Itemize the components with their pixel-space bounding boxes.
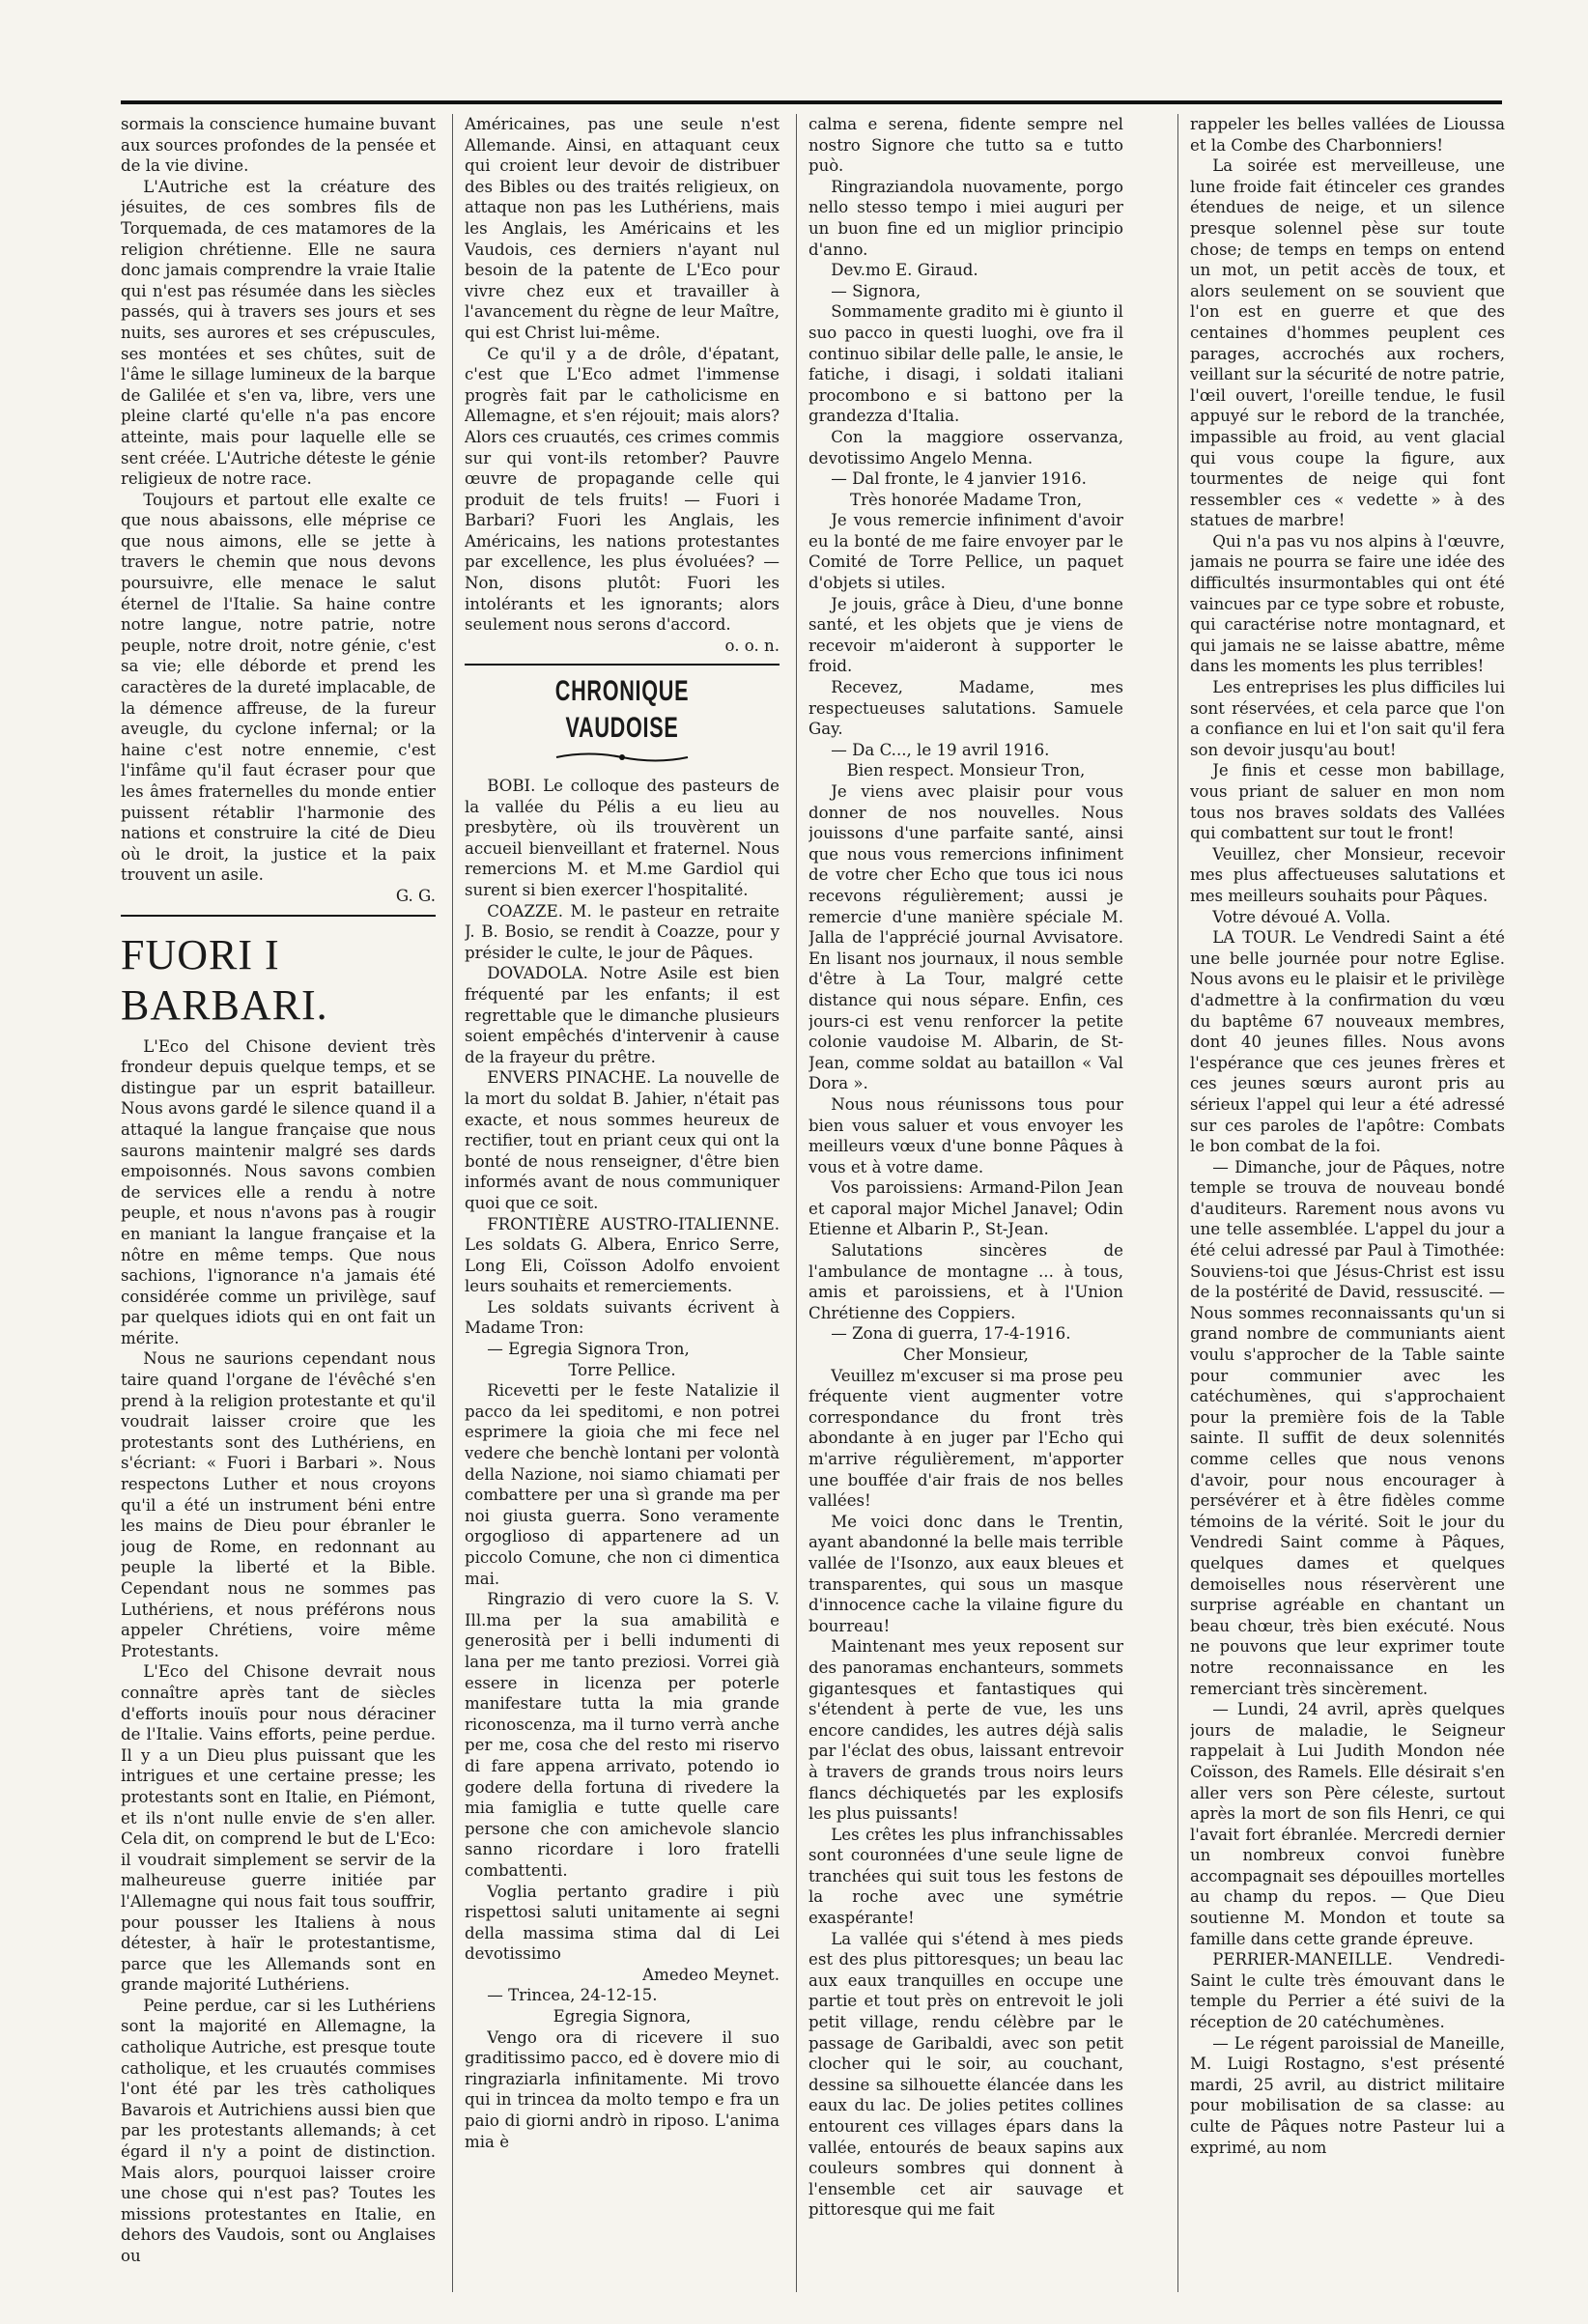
paragraph: Voglia pertanto gradire i più rispettosi saluti unitamente ai segni della massima stima dal di Lei devotissimo	[465, 1882, 780, 1964]
paragraph: Nous nous réunissons tous pour bien vous saluer et vous envoyer les meilleurs vœux d'une bonne Pâques à vous et à votre dame.	[808, 1094, 1123, 1176]
paragraph: Votre dévoué A. Volla.	[1212, 907, 1391, 926]
paragraph: La vallée qui s'étend à mes pieds est des plus pittoresques; un beau lac aux eaux tranquilles en occupe une partie et tout près on entrevoit le joli petit village, rendu célèbre par le passage de Garibaldi, avec son petit clocher qui le soir, au couchant, dessine sa silhouette élancée dans les eaux du lac. De jolies petites collines entourent ces villages épars dans la vallée, entourés de beaux sapins aux couleurs sombres qui donnent à l'ensemble cet air sauvage et pittoresque qui me fait	[808, 1929, 1123, 2220]
paragraph: Ce qu'il y a de drôle, d'épatant, c'est que L'Eco admet l'immense progrès fait par le catholicisme en Allemagne, et s'en réjouit; mais alors? Alors ces cruautés, ces crimes commis sur qui vont-ils retomber? Pauvre œuvre de propagande celle qui produit de tels fruits! — Fuori i Barbari? Fuori les Anglais, les Américains, les nations protestantes par excellence, les plus évoluées? — Non, disons plutôt: Fuori les intolérants et les ignorants; alors seulement nous serons d'accord.	[465, 344, 780, 635]
paragraph: Vos paroissiens: Armand-Pilon Jean et caporal major Michel Janavel; Odin Etienne et Albarin P., St-Jean.	[808, 1178, 1123, 1239]
paragraph: Peine perdue, car si les Luthériens sont la majorité en Allemagne, la catholique Autriche, est presque toute catholique, et les cruautés commises l'ont été par les très catholiques Bavarois et Autrichiens aussi bien que par les protestants allemands; à cet égard il n'y a point de distinction. Mais alors, pourquoi laisser croire une chose qui n'est pas? Toutes les missions protestantes en Italie, en dehors des Vaudois, sont ou Anglaises ou	[121, 1996, 436, 2265]
paragraph: rappeler les belles vallées de Lioussa et la Combe des Charbonniers!	[1190, 115, 1505, 155]
paragraph: Les soldats suivants écrivent à Madame Tron:	[465, 1297, 780, 1338]
paragraph: Américaines, pas une seule n'est Allemande. Ainsi, en attaquant ceux qui croient leur devoir de distribuer des Bibles ou des traités religieux, on attaque non pas les Luthériens, mais les Anglais, les Américains et les Vaudois, ces derniers n'ayant nul besoin de la patente de L'Eco pour vivre chez eux et travailler à l'avancement du règne de leur Maître, qui est Christ lui-même.	[465, 115, 780, 342]
paragraph: PERRIER-MANEILLE. Vendredi-Saint le culte très émouvant dans le temple du Perrier a été suivi de la réception de 20 catéchumènes.	[1190, 1950, 1505, 2032]
paragraph: L'Autriche est la créature des jésuites, de ces sombres fils de Torquemada, de ces matamores de la religion chrétienne. Elle ne saura donc jamais comprendre la vraie Italie qui n'est pas résumée dans les siècles passés, qui à travers ses jours et ses nuits, ses aurores et ses crépuscules, ses montées et ses chûtes, suit de l'âme le sillage lumineux de la barque de Galilée et s'en va, libre, vers une pleine clarté qu'elle n'a pas encore atteinte, mais pour laquelle elle se sent créée. L'Autriche déteste le génie religieux de notre race.	[121, 177, 436, 489]
signature: Amedeo Meynet.	[642, 1965, 780, 1984]
paragraph: — Trincea, 24-12-15.	[487, 1986, 658, 2005]
paragraph: L'Eco del Chisone devrait nous connaître après tant de siècles d'efforts inouïs pour nous déraciner de l'Italie. Vains efforts, peine perdue. Il y a un Dieu plus puissant que les intrigues et une certaine presse; les protestants sont en Italie, en Piémont, et ils n'ont nulle envie de s'en aller. Cela dit, on comprend le but de L'Eco: il voudrait simplement se servir de la malheureuse guerre initiée par l'Allemagne qui nous fait tous souffrir, pour pousser les Italiens à nous détester, à haïr le protestantisme, parce que les Allemands sont en grande majorité Luthériens.	[121, 1662, 436, 1995]
signature: G. G.	[395, 886, 436, 905]
paragraph: — Dimanche, jour de Pâques, notre temple se trouva de nouveau bondé d'auditeurs. Rarement nous avons vu une telle assemblée. L'appel du jour a été celui adressé par Paul à Timothée: Souviens-toi que Jésus-Christ est issu de la postérité de David, ressuscité. — Nous sommes reconnaissants qu'un si grand nombre de communiants aient voulu s'approcher de la Table sainte pour communier avec les catéchumènes, qui s'approchaient pour la première fois de la Table sainte. Il suffit de deux solennités comme celles que nous venons d'avoir, pour nous encourager à persévérer et à être fidèles comme témoins de la vérité. Soit le jour du Vendredi Saint comme à Pâques, quelques dames et quelques demoiselles nous réservèrent une surprise agréable en chantant un beau chœur, très bien exécuté. Nous ne pouvons que leur exprimer toute notre reconnaissance en les remerciant très sincèrement.	[1190, 1157, 1505, 1698]
flourish-ornament	[465, 749, 780, 770]
paragraph: — Da C..., le 19 avril 1916.	[831, 740, 1050, 759]
divider	[465, 664, 780, 666]
paragraph: BOBI. Le colloque des pasteurs de la vallée du Pélis a eu lieu au presbytère, où ils trouvèrent un accueil bienveillant et fraternel. Nous remercions M. et M.me Gardiol qui surent si bien exercer l'hospitalité.	[465, 777, 780, 899]
paragraph: FRONTIÈRE AUSTRO-ITALIENNE. Les soldats G. Albera, Enrico Serre, Long Eli, Coïsson Adolfo envoient leurs souhaits et remerciements.	[465, 1214, 780, 1296]
column-1	[121, 114, 436, 2292]
paragraph: — Dal fronte, le 4 janvier 1916.	[831, 469, 1087, 489]
paragraph: Veuillez m'excuser si ma prose peu fréquente vient augmenter votre correspondance du front très abondante à en juger par l'Echo qui m'arrive régulièrement, m'apporter une bouffée d'air frais de nos belles vallées!	[808, 1366, 1123, 1511]
paragraph: — Zona di guerra, 17-4-1916.	[831, 1324, 1071, 1344]
paragraph: La soirée est merveilleuse, une lune froide fait étinceler ces grandes étendues de neige, et un silence presque solennel pèse sur toute chose; de temps en temps on entend un mot, un petit accès de toux, et alors seulement on se souvient que l'on est en guerre et que des centaines d'hommes peuplent ces parages, accrochés aux rochers, veillant sur la sécurité de notre patrie, l'œil ouvert, l'oreille tendue, le fusil appuyé sur le rebord de la tranchée, impassible au froid, au vent glacial qui vous coupe la figure, aux tourmentes de neige qui font ressembler ces « vedette » à des statues de marbre!	[1190, 156, 1505, 530]
paragraph: Ricevetti per le feste Natalizie il pacco da lei speditomi, e non potrei esprimere la gioia che mi fece nel vedere che benchè lontani per volontà della Nazione, noi siamo chiamati per combattere per una sì grande ma per noi giusta guerra. Sono veramente orgoglioso di appartenere ad un piccolo Comune, che non ci dimentica mai.	[465, 1381, 780, 1588]
paragraph: Dev.mo E. Giraud.	[831, 261, 978, 280]
article-title: FUORI I BARBARI.	[121, 930, 328, 1029]
paragraph: Veuillez, cher Monsieur, recevoir mes plus affectueuses salutations et mes meilleurs souhaits pour Pâques.	[1190, 844, 1505, 905]
divider	[121, 915, 436, 917]
paragraph: ENVERS PINACHE. La nouvelle de la mort du soldat B. Jahier, n'était pas exacte, et nous sommes heureux de rectifier, tout en priant ceux qui ont la bonté de nous renseigner, d'être bien informés avant de nous communiquer quoi que ce soit.	[465, 1068, 780, 1212]
paragraph: Les entreprises les plus difficiles lui sont réservées, et cela parce que l'on a confiance en lui et l'on sait qu'il fera son devoir jusqu'au bout!	[1190, 678, 1505, 759]
paragraph: Recevez, Madame, mes respectueuses salutations. Samuele Gay.	[808, 678, 1123, 739]
paragraph: Maintenant mes yeux reposent sur des panoramas enchanteurs, sommets gigantesques et fantastiques qui s'étendent à perte de vue, les uns encore candides, les autres déjà salis par l'éclat des obus, laissant entrevoir à travers de grands trous noirs leurs flancs déchiquetés par les explosifs les plus puissants!	[808, 1637, 1123, 1824]
paragraph: Je viens avec plaisir pour vous donner de nos nouvelles. Nous jouissons d'une parfaite santé, ainsi que nous vous remercions infiniment de votre cher Echo que tous ici nous recevons régulièrement; aussi je remercie d'une manière spéciale M. Jalla de l'apprécié journal Avvisatore. En lisant nos journaux, il nous semble d'être à La Tour, malgré cette distance qui nous sépare. Enfin, ces jours-ci est venu renforcer la petite colonie vaudoise M. Albarin, de St-Jean, comme soldat au bataillon « Val Dora ».	[808, 782, 1123, 1093]
paragraph: Cher Monsieur,	[903, 1346, 1029, 1365]
column-separator	[1177, 114, 1178, 2292]
paragraph: Me voici donc dans le Trentin, ayant abandonné la belle mais terrible vallée de l'Isonzo, aux eaux bleues et transparentes, qui sous un masque d'innocence cache la vilaine figure du bourreau!	[808, 1512, 1123, 1635]
paragraph: Je jouis, grâce à Dieu, d'une bonne santé, et les objets que je viens de recevoir m'aideront à supporter le froid.	[808, 594, 1123, 676]
paragraph: — Signora,	[831, 281, 922, 300]
paragraph: calma e serena, fidente sempre nel nostro Signore che tutto sa e tutto può.	[808, 115, 1123, 176]
paragraph: Egregia Signora,	[553, 2007, 692, 2026]
column-separator	[452, 114, 453, 2292]
paragraph: Con la maggiore osservanza, devotissimo Angelo Menna.	[808, 427, 1123, 468]
column-2	[465, 114, 780, 2292]
paragraph: DOVADOLA. Notre Asile est bien fréquenté par les enfants; il est regrettable que le dimanche plusieurs soient empêchés d'intervenir à cause de la frayeur du prêtre.	[465, 964, 780, 1066]
paragraph: Je vous remercie infiniment d'avoir eu la bonté de me faire envoyer par le Comité de Torre Pellice, un paquet d'objets si utiles.	[808, 511, 1123, 593]
paragraph: Bien respect. Monsieur Tron,	[846, 761, 1086, 780]
top-rule	[121, 100, 1502, 104]
paragraph: Toujours et partout elle exalte ce que nous abaissons, elle méprise ce que nous aimons, elle se jette à travers le chemin que nous devons poursuivre, elle menace le salut éternel de l'Italie. Sa haine contre notre langue, notre patrie, notre peuple, notre droit, notre génie, c'est sa vie; elle déborde et prend les caractères de la dureté implacable, de la démence affreuse, de la fureur aveugle, du cyclone infernal; or la haine c'est notre ennemie, c'est l'infâme qu'il faut écraser pour que les âmes fraternelles du monde entier puissent rétablir l'harmonie des nations et construire la cité de Dieu où le droit, la justice et la paix trouvent un asile.	[121, 490, 436, 885]
paragraph: LA TOUR. Le Vendredi Saint a été une belle journée pour notre Eglise. Nous avons eu le plaisir et le privilège d'admettre à la confirmation du vœu du baptême 67 nouveaux membres, dont 40 jeunes filles. Nous avons l'espérance que ces jeunes frères et ces jeunes sœurs auront pris au sérieux l'appel qui leur a été adressé sur ces paroles de l'apôtre: Combats le bon combat de la foi.	[1190, 928, 1505, 1156]
paragraph: Sommamente gradito mi è giunto il suo pacco in questi luoghi, ove fra il continuo sibilar delle palle, le ansie, le fatiche, i disagi, i soldati italiani procombono e si battono per la grandezza d'Italia.	[808, 302, 1123, 426]
paragraph: Les crêtes les plus infranchissables sont couronnées d'une seule ligne de tranchées qui suit tous les festons de la roche avec une symétrie exaspérante!	[808, 1825, 1123, 1928]
column-separator	[796, 114, 797, 2292]
paragraph: Nous ne saurions cependant nous taire quand l'organe de l'évêché s'en prend à la religion protestante et qu'il voudrait laisser croire que les protestants sont des Luthériens, en s'écriant: « Fuori i Barbari ». Nous respectons Luther et nous croyons qu'il a été un instrument béni entre les mains de Dieu pour ébranler le joug de Rome, en redonnant au peuple la liberté et la Bible. Cependant nous ne sommes pas Luthériens, et nous préférons nous appeler Chrétiens, voire même Protestants.	[121, 1349, 436, 1660]
paragraph: — Egregia Signora Tron,	[487, 1340, 690, 1359]
paragraph: Très honorée Madame Tron,	[850, 490, 1082, 509]
paragraph: — Lundi, 24 avril, après quelques jours de maladie, le Seigneur rappelait à Lui Judith Mondon née Coïsson, des Ramels. Elle désirait s'en aller vers son Père céleste, surtout après la mort de son fils Henri, ce qui l'avait fort ébranlée. Mercredi dernier un nombreux convoi funèbre accompagnait ses dépouilles mortelles au champ du repos. — Que Dieu soutienne M. Mondon et toute sa famille dans cette grande épreuve.	[1190, 1700, 1505, 1948]
column-4	[1190, 114, 1505, 2292]
paragraph: L'Eco del Chisone devient très frondeur depuis quelque temps, et se distingue par un esprit batailleur. Nous avons gardé le silence quand il a attaqué la langue française que nous saurons maintenir malgré ses dards empoisonnés. Nous savons combien de services elle a rendu à notre peuple, et nous n'avons pas à rougir en maniant la langue française et la nôtre en même temps. Que nous sachions, l'ignorance n'a jamais été considérée comme un privilège, sauf par quelques idiots qui en ont fait un mérite.	[121, 1036, 436, 1347]
paragraph: Salutations sincères de l'ambulance de montagne ... à tous, amis et paroissiens, et à l'Union Chrétienne des Coppiers.	[808, 1241, 1123, 1322]
signature: o. o. n.	[724, 636, 780, 655]
paragraph: Je finis et cesse mon babillage, vous priant de saluer en mon nom tous nos braves soldats des Vallées qui combattent sur tout le front!	[1190, 761, 1505, 843]
paragraph: Qui n'a pas vu nos alpins à l'œuvre, jamais ne pourra se faire une idée des difficultés insurmontables qui ont été vaincues par ce type sobre et robuste, qui caractérise notre montagnard, et qui jamais ne se laisse abattre, même dans les moments les plus terribles!	[1190, 531, 1505, 676]
paragraph: Ringraziandola nuovamente, porgo nello stesso tempo i miei auguri per un buon fine ed un miglior principio d'anno.	[808, 177, 1123, 259]
paragraph: sormais la conscience humaine buvant aux sources profondes de la pensée et de la vie divine.	[121, 115, 436, 176]
section-title: CHRONIQUE VAUDOISE	[554, 675, 690, 745]
paragraph: Ringrazio di vero cuore la S. V. Ill.ma per la sua amabilità e generosità per i belli indumenti di lana per me tanto preziosi. Vorrei già essere in licenza per poterle manifestare tutta la mia grande riconoscenza, ma il turno verrà anche per me, cosa che del resto mi riservo di fare appena arrivato, potendo io godere della fortuna di rivedere la mia famiglia e tutte quelle care persone che con amichevole slancio sanno ricordare i loro fratelli combattenti.	[465, 1590, 780, 1880]
paragraph: — Le régent paroissial de Maneille, M. Luigi Rostagno, s'est présenté mardi, 25 avril, au district militaire pour mobilisation de sa classe: au culte de Pâques notre Pasteur lui a exprimé, au nom	[1190, 2033, 1505, 2157]
column-3	[808, 114, 1123, 2292]
paragraph: Vengo ora di ricevere il suo graditissimo pacco, ed è dovere mio di ringraziarla infinitamente. Mi trovo qui in trincea da molto tempo e fra un paio di giorni andrò in riposo. L'anima mia è	[465, 2027, 780, 2151]
paragraph: COAZZE. M. le pasteur en retraite J. B. Bosio, se rendit à Coazze, pour y présider le culte, le jour de Pâques.	[465, 901, 780, 962]
paragraph: Torre Pellice.	[568, 1360, 676, 1379]
